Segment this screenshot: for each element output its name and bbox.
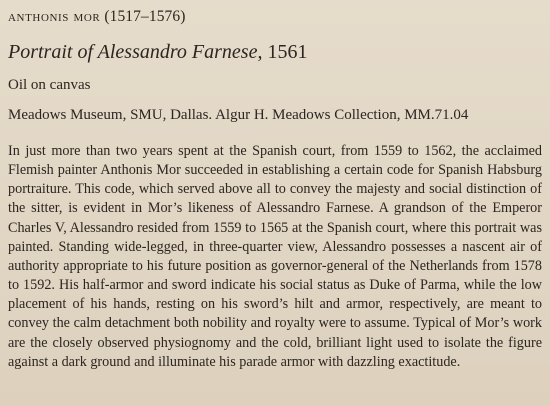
artist-line [8, 8, 542, 26]
artist-dates: (1517–1576) [104, 8, 186, 25]
artwork-description: In just more than two years spent at the Spanish court, from 1559 to 1562, the acclaimed Flemish painter Anthonis Mor succeeded in establishing a certain code for Spanish Habsburg portraiture. This code, which served above all to convey the majesty and social distinction of the sitter, is evident in Mor’s likeness of Alessandro Farnese. A grandson of the Emperor Charles V, Alessandro resided from 1559 to 1565 at the Spanish court, where this portrait was painted. Standing wide-legged, in three-quarter view, Alessandro possesses a nascent air of authority appropriate to his future position as governor-general of the Netherlands from 1578 to 1592. His half-armor and sword indicate his social status as Duke of Parma, while the low placement of his hands, resting on his sword’s hilt and armor, respectively, are meant to convey the calm detachment both nobility and royalty were to assume. Typical of Mor’s work are the closely observed physiognomy and the cold, brilliant light used to isolate the figure against a dark ground and illuminate his parade armor with dazzling exactitude. [8, 143, 542, 370]
title-separator: , [257, 41, 268, 63]
artwork-date: 1561 [267, 41, 308, 63]
artwork-collection: Meadows Museum, SMU, Dallas. Algur H. Meadows Collection, MM.71.04 [8, 107, 469, 123]
artwork-title: Portrait of Alessandro Farnese [8, 41, 258, 63]
artwork-title-line [8, 40, 542, 64]
artwork-medium: Oil on canvas [8, 77, 91, 93]
artist-name: anthonis mor [8, 8, 101, 25]
